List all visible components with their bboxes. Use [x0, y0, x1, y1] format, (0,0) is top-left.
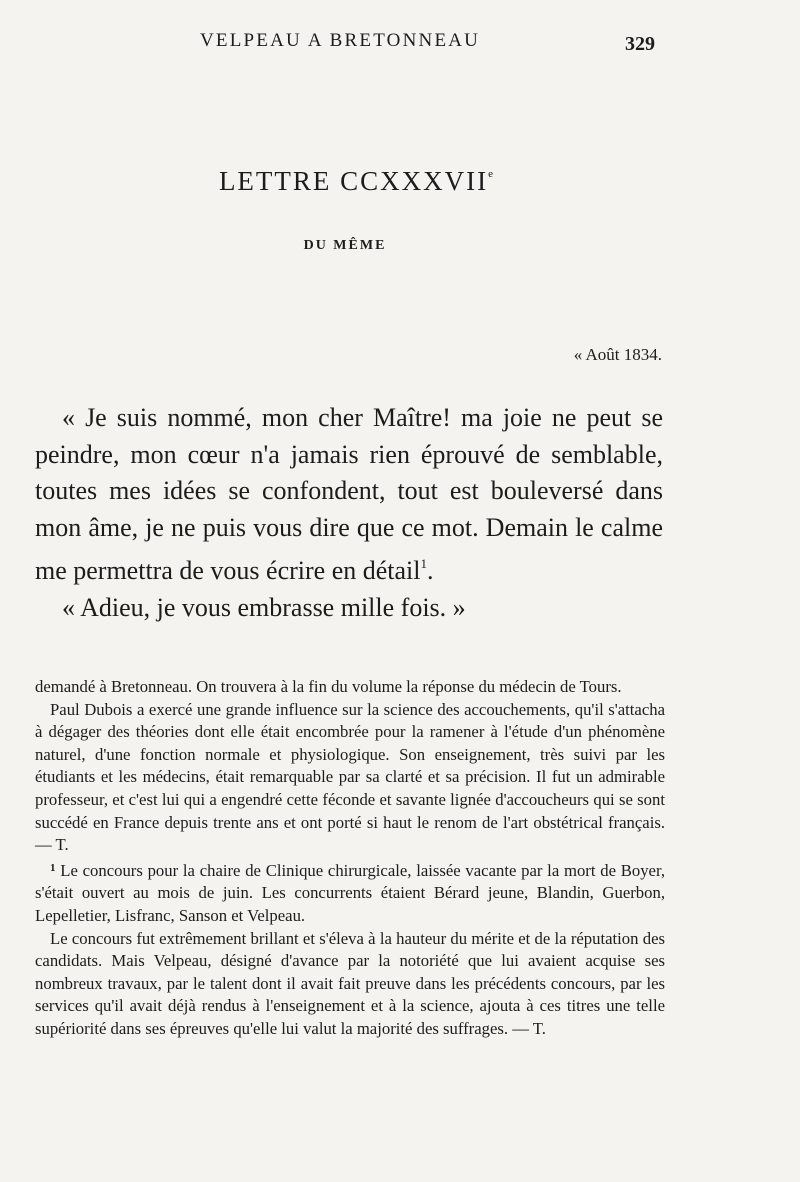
letter-body [35, 400, 663, 626]
letter-date: « Août 1834. [573, 345, 662, 364]
footnote-1 [35, 857, 665, 928]
letter-title-superscript: e [488, 168, 494, 180]
running-title: VELPEAU A BRETONNEAU [200, 30, 481, 51]
footnote-1-text: Le concours pour la chaire de Clinique chirurgicale, laissée vacante par la mort de Boyer, s'était ouvert au mois de juin. Les concurrents étaient Bérard jeune, Blandin, Guerbon, Lepelletier, Lisfranc, Sanson et Velpeau. [35, 860, 666, 925]
letter-paragraph-text: « Je suis nommé, mon cher Maître! ma joie ne peut se peindre, mon cœur n'a jamais rien éprouvé de semblable, toutes mes idées se confondent, tout est bouleversé dans mon âme, je ne puis vous dire que ce mot. Demain le calme me permettra de vous écrire en détail [35, 403, 663, 585]
footnote-continued: demandé à Bretonneau. On trouvera à la fin du volume la réponse du médecin de Tours. [35, 677, 622, 696]
running-head [0, 30, 800, 60]
footnote-reference: 1 [420, 556, 427, 571]
letter-title [0, 166, 712, 197]
footnotes [35, 676, 665, 1041]
letter-paragraph-closing: « Adieu, je vous embrasse mille fois. » [62, 592, 466, 622]
footnote-1-mark: 1 [50, 861, 56, 874]
letter-paragraph [35, 400, 663, 590]
letter-title-text: LETTRE CCXXXVII [218, 166, 489, 196]
page-number: 329 [625, 33, 655, 55]
footnote-dubois: Paul Dubois a exercé une grande influence sur la science des accouchements, qu'il s'attacha à dégager des théories dont elle était encombrée pour la ramener à l'étude d'un phénomène naturel, d'une fonction normale et physiologique. Son enseignement, très suivi par les étudiants et les médecins, était remarquable par sa clarté et sa précision. Il fut un admirable professeur, et c'est lui qui a engendré cette féconde et savante lignée d'accoucheurs qui se sont succédé en France depuis trente ans et ont porté si haut le renom de l'art obstétrical français. — T. [35, 699, 665, 855]
letter-sender: DU MÊME [303, 238, 387, 253]
footnote-1-continued: Le concours fut extrêmement brillant et s'éleva à la hauteur du mérite et de la réputation des candidats. Mais Velpeau, désigné d'avance par la notoriété que lui avaient acquise ses nombreux travaux, par le talent dont il avait fait preuve dans les précédents concours, par les services qu'il avait déjà rendus à l'enseignement et à la science, ajouta à ces titres une telle supériorité dans ses épreuves qu'elle lui valut la majorité des suffrages. — T. [35, 928, 665, 1038]
letter-paragraph-end: . [426, 556, 434, 585]
